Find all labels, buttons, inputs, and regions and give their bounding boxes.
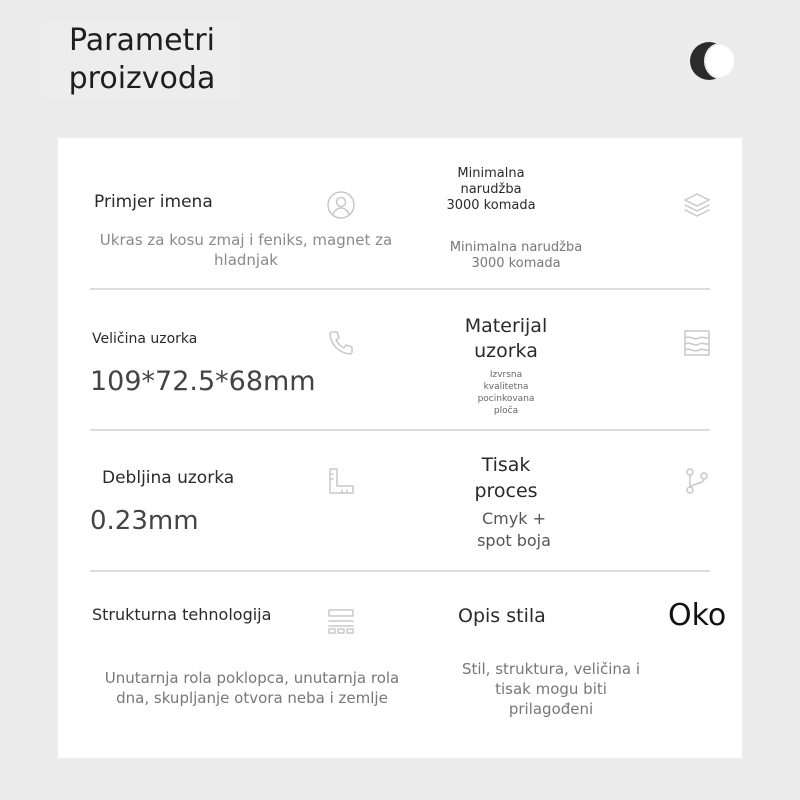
param-moq-label: Minimalna narudžba 3000 komada bbox=[446, 166, 536, 213]
toggle-light-circle bbox=[706, 45, 734, 77]
phone-icon bbox=[326, 328, 356, 358]
page-title-line2: proizvoda bbox=[68, 61, 216, 96]
param-name-label: Primjer imena bbox=[94, 192, 213, 212]
texture-icon bbox=[682, 328, 712, 358]
param-style-value: Stil, struktura, veličina i tisak mogu biti prilagođeni bbox=[461, 660, 641, 718]
param-thickness-value: 0.23mm bbox=[90, 506, 199, 536]
param-moq-value: Minimalna narudžba 3000 komada bbox=[449, 240, 583, 271]
divider-1 bbox=[90, 288, 710, 290]
param-size-value: 109*72.5*68mm bbox=[90, 366, 316, 397]
page-title bbox=[44, 22, 240, 98]
params-card bbox=[58, 138, 742, 758]
ruler-icon bbox=[326, 466, 356, 496]
param-structure-value: Unutarnja rola poklopca, unutarnja rola dna, skupljanje otvora neba i zemlje bbox=[104, 669, 400, 707]
divider-2 bbox=[90, 429, 710, 431]
param-material-label: Materijal uzorka bbox=[464, 315, 548, 362]
theme-toggle[interactable] bbox=[690, 42, 746, 80]
param-thickness-label: Debljina uzorka bbox=[102, 468, 235, 488]
param-print-label: Tisak proces bbox=[474, 454, 538, 502]
param-structure-label: Strukturna tehnologija bbox=[92, 605, 272, 624]
param-size-label: Veličina uzorka bbox=[92, 331, 198, 347]
layers-icon bbox=[682, 190, 712, 220]
eye-icon: Oko bbox=[668, 598, 727, 633]
param-print-value: Cmyk + spot boja bbox=[477, 509, 551, 550]
branch-icon bbox=[682, 466, 712, 496]
page-title-line1: Parametri bbox=[69, 23, 215, 58]
grid-icon bbox=[326, 606, 356, 636]
divider-3 bbox=[90, 570, 710, 572]
param-material-value: Izvrsna kvalitetna pocinkovana ploča bbox=[477, 370, 535, 416]
param-style-label: Opis stila bbox=[458, 605, 546, 627]
param-name-value: Ukras za kosu zmaj i feniks, magnet za hladnjak bbox=[99, 231, 393, 269]
user-icon bbox=[326, 190, 356, 220]
